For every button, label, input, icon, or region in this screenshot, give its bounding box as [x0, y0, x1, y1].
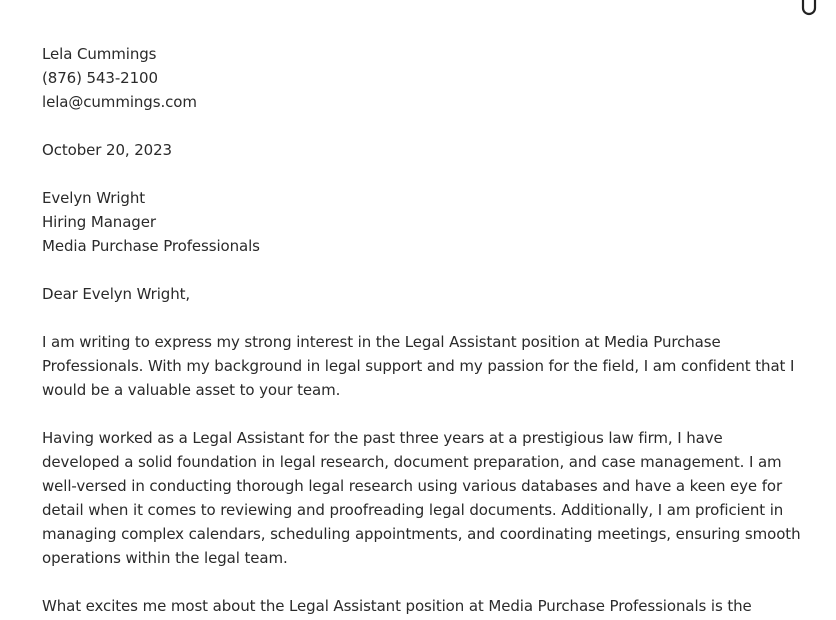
salutation	[42, 282, 802, 306]
cover-letter	[42, 42, 802, 620]
letter-date	[42, 138, 802, 162]
recipient-block	[42, 186, 802, 258]
recipient-title: Hiring Manager	[42, 213, 156, 231]
recipient-company: Media Purchase Professionals	[42, 237, 260, 255]
recipient-name: Evelyn Wright	[42, 189, 146, 207]
sender-email: lela@cummings.com	[42, 93, 197, 111]
sender-phone: (876) 543-2100	[42, 69, 158, 87]
sender-block	[42, 42, 802, 114]
salutation-text: Dear Evelyn Wright,	[42, 285, 191, 303]
body-paragraph-2: Having worked as a Legal Assistant for the past three years at a prestigious law firm, I have developed a solid foundation in legal research, document preparation, and case management. I am well-versed in conducting thorough legal research using various databases and have a keen eye for detail when it comes to reviewing and proofreading legal documents. Additionally, I am proficient in managing complex calendars, scheduling appointments, and coordinating meetings, ensuring smooth operations within the legal team.	[42, 429, 801, 567]
bookmark-icon[interactable]	[800, 0, 818, 18]
date-text: October 20, 2023	[42, 141, 172, 159]
sender-name: Lela Cummings	[42, 45, 157, 63]
body-paragraph-1: I am writing to express my strong interest in the Legal Assistant position at Media Purchase Professionals. With my background in legal support and my passion for the field, I am confident that I would be a valuable asset to your team.	[42, 333, 795, 399]
body-paragraph-3: What excites me most about the Legal Assistant position at Media Purchase Professionals is the	[42, 597, 752, 615]
